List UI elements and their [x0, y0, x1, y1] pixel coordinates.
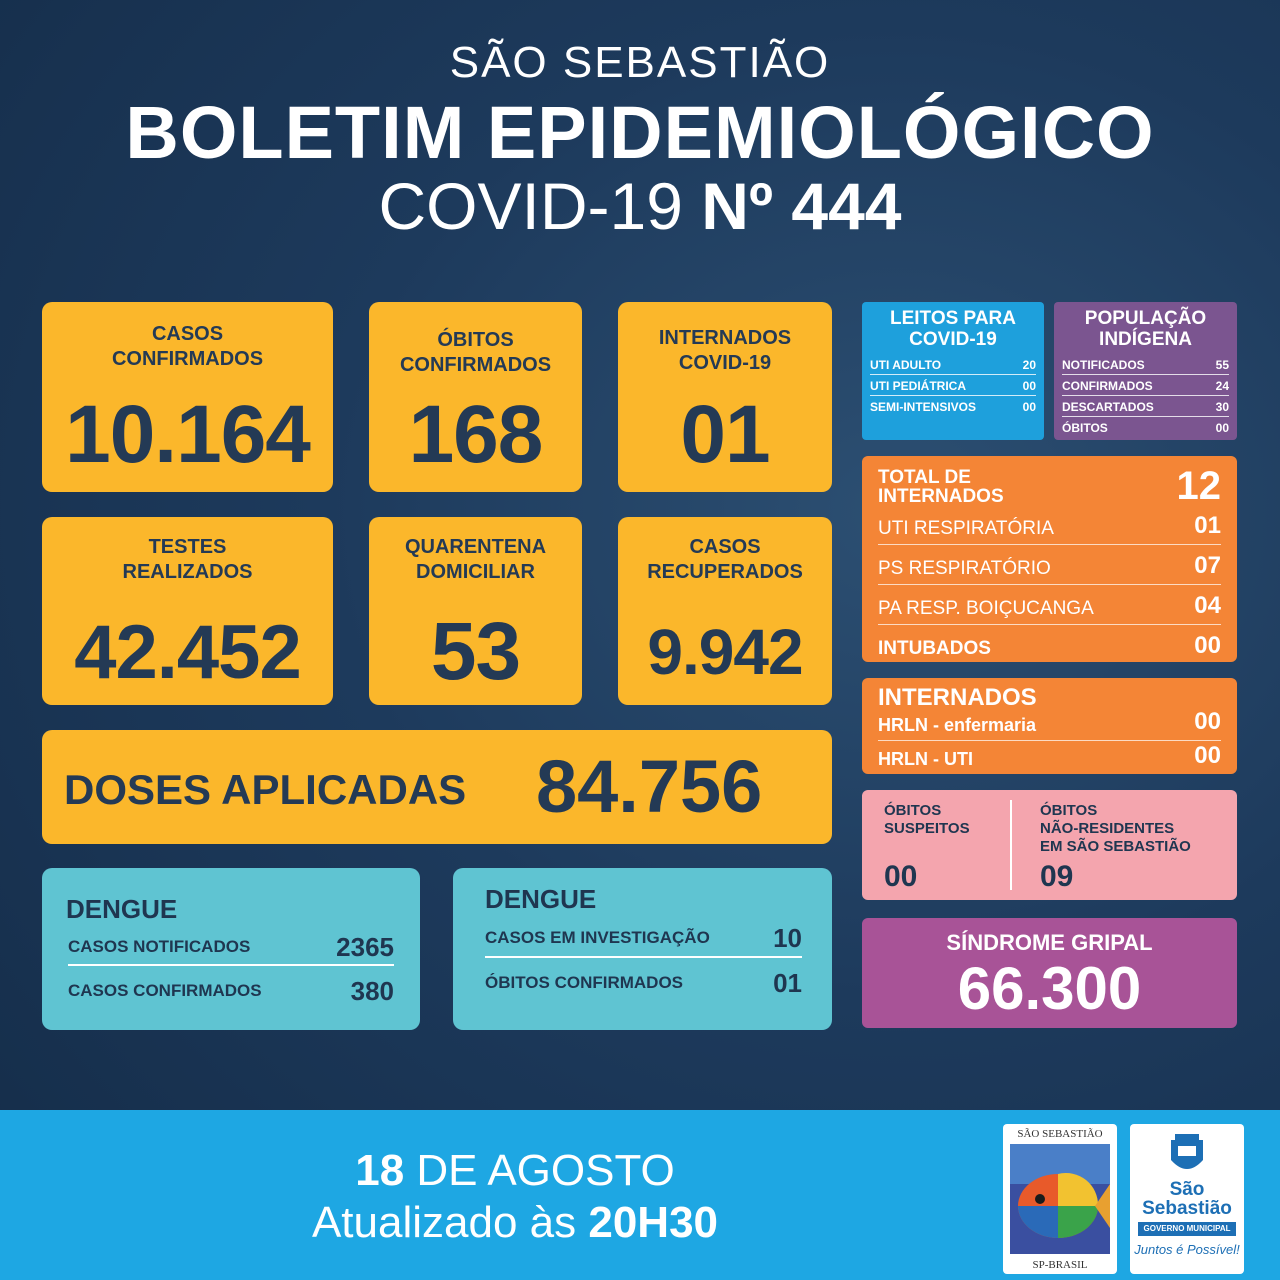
sindrome-label: SÍNDROME GRIPAL	[946, 930, 1153, 955]
seal-fish-icon	[1010, 1144, 1110, 1254]
quarentena-label1: QUARENTENA	[404, 536, 547, 558]
hrln-row-value: 00	[1194, 742, 1221, 769]
testes-value: 42.452	[74, 610, 301, 695]
leitos-row	[870, 358, 1036, 375]
doses-card	[42, 730, 832, 844]
internados-value: 01	[680, 389, 770, 480]
indigena-card	[1054, 302, 1237, 440]
leitos-title2: COVID-19	[909, 329, 997, 350]
indigena-row	[1062, 358, 1229, 375]
dengue2-row-value: 10	[773, 922, 802, 953]
obitos-suspeitos-value: 00	[884, 860, 918, 893]
gov-name2: Sebastião	[1142, 1198, 1232, 1219]
indigena-row-value: 30	[1215, 400, 1229, 414]
obitos-divider	[1010, 800, 1012, 890]
dengue1-title: DENGUE	[66, 894, 178, 924]
dengue1-row	[68, 974, 394, 1008]
obitos-nr-value: 09	[1040, 860, 1074, 893]
obitos-suspeitos-label1: ÓBITOS	[884, 802, 942, 819]
obitos-suspeitos-label	[884, 802, 970, 838]
casos-value: 10.164	[65, 389, 310, 480]
indigena-row	[1062, 400, 1229, 417]
internados-row-value: 04	[1194, 592, 1221, 619]
crest-icon	[1167, 1132, 1207, 1178]
bulletin-number: Nº 444	[701, 169, 902, 243]
bulletin-subtitle	[0, 168, 1280, 244]
footer-updated	[0, 1198, 1030, 1248]
recuperados-label1: CASOS	[689, 536, 761, 558]
footer-day: 18	[355, 1146, 405, 1195]
dengue-notificados-card	[42, 868, 420, 1030]
total-internados-value: 12	[1176, 464, 1221, 508]
testes-label1: TESTES	[148, 536, 227, 558]
dengue1-row-label: CASOS NOTIFICADOS	[68, 937, 251, 956]
recuperados-label2: RECUPERADOS	[647, 561, 803, 583]
footer-time: 20H30	[588, 1198, 719, 1247]
city-name: SÃO SEBASTIÃO	[449, 38, 831, 87]
leitos-row	[870, 400, 1036, 416]
obitos-nr-label	[1040, 802, 1191, 856]
hrln-row	[878, 708, 1221, 741]
hrln-card	[862, 678, 1237, 774]
obitos-value: 168	[408, 389, 543, 480]
internados-row-label: UTI RESPIRATÓRIA	[878, 518, 1054, 539]
footer-month: DE AGOSTO	[416, 1146, 675, 1195]
internados-row	[878, 592, 1221, 625]
casos-label1: CASOS	[151, 323, 224, 345]
leitos-row-label: SEMI-INTENSIVOS	[870, 400, 977, 414]
internados-row-value: 01	[1194, 512, 1221, 539]
footer-updated-prefix: Atualizado às	[311, 1198, 577, 1247]
gov-slogan: Juntos é Possível!	[1134, 1242, 1240, 1257]
indigena-row-label: DESCARTADOS	[1062, 400, 1154, 414]
quarentena-value: 53	[430, 606, 521, 697]
obitos-card	[369, 302, 582, 492]
dengue2-row-value: 01	[773, 967, 802, 998]
gov-band: GOVERNO MUNICIPAL	[1138, 1222, 1236, 1236]
leitos-row-label: UTI ADULTO	[870, 358, 942, 372]
obitos-suspeitos-label2: SUSPEITOS	[884, 820, 970, 837]
intubados-value: 00	[1194, 632, 1221, 659]
indigena-title2: INDÍGENA	[1099, 329, 1192, 350]
seal-top-text: SÃO SEBASTIÃO	[1017, 1128, 1103, 1140]
obitos-nr-label1: ÓBITOS	[1040, 802, 1098, 819]
sindrome-value: 66.300	[957, 955, 1142, 1022]
obitos-extra-card	[862, 790, 1237, 900]
doses-label: DOSES APLICADAS	[64, 766, 467, 813]
casos-card	[42, 302, 333, 492]
bulletin-title: BOLETIM EPIDEMIOLÓGICO	[125, 91, 1155, 174]
testes-card	[42, 517, 333, 705]
quarentena-card	[369, 517, 582, 705]
dengue1-row-label: CASOS CONFIRMADOS	[68, 981, 262, 1000]
leitos-row-value: 20	[1022, 358, 1036, 372]
leitos-row-label: UTI PEDIÁTRICA	[870, 379, 966, 393]
city-seal-logo	[1003, 1124, 1117, 1274]
leitos-row-value: 00	[1022, 400, 1036, 414]
government-logo	[1130, 1124, 1244, 1274]
covid-label: COVID-19	[378, 169, 683, 243]
obitos-label1: ÓBITOS	[437, 329, 514, 351]
total-internados-title2: INTERNADOS	[878, 486, 1004, 507]
dengue2-row	[485, 966, 802, 1000]
recuperados-card	[618, 517, 832, 705]
internados-label1: INTERNADOS	[658, 327, 792, 349]
intubados-row	[878, 632, 1221, 664]
indigena-row	[1062, 379, 1229, 396]
leitos-row	[870, 379, 1036, 396]
obitos-label2: CONFIRMADOS	[399, 354, 552, 376]
internados-row	[878, 552, 1221, 585]
indigena-title1: POPULAÇÃO	[1084, 308, 1207, 329]
internados-row-value: 07	[1194, 552, 1221, 579]
indigena-row-label: CONFIRMADOS	[1062, 379, 1153, 393]
internados-card	[618, 302, 832, 492]
obitos-nr-label2: NÃO-RESIDENTES	[1040, 820, 1175, 837]
indigena-row	[1062, 421, 1229, 437]
internados-row	[878, 512, 1221, 545]
dengue2-row-label: CASOS EM INVESTIGAÇÃO	[485, 928, 710, 947]
hrln-row-label: HRLN - UTI	[878, 749, 973, 769]
internados-row-label: PA RESP. BOIÇUCANGA	[878, 598, 1094, 619]
intubados-label: INTUBADOS	[878, 638, 991, 659]
recuperados-value: 9.942	[647, 616, 803, 688]
total-internados-card	[862, 456, 1237, 662]
dengue2-title: DENGUE	[485, 884, 597, 914]
footer-date	[0, 1146, 1030, 1196]
internados-label2: COVID-19	[678, 352, 772, 374]
obitos-nr-label3: EM SÃO SEBASTIÃO	[1040, 838, 1191, 855]
hrln-title: INTERNADOS	[878, 684, 1037, 711]
casos-label2: CONFIRMADOS	[111, 348, 264, 370]
hrln-row-value: 00	[1194, 708, 1221, 735]
footer-band	[0, 1110, 1280, 1280]
testes-label2: REALIZADOS	[122, 561, 253, 583]
leitos-title1: LEITOS PARA	[890, 308, 1016, 329]
total-internados-title1: TOTAL DE	[878, 467, 971, 488]
dengue1-row-value: 2365	[336, 931, 394, 962]
dengue2-row-label: ÓBITOS CONFIRMADOS	[485, 973, 684, 992]
sindrome-card	[862, 918, 1237, 1028]
dengue-investigacao-card	[453, 868, 832, 1030]
hrln-row	[878, 742, 1221, 774]
leitos-card	[862, 302, 1044, 440]
seal-bottom-text: SP-BRASIL	[1032, 1259, 1088, 1271]
indigena-row-value: 00	[1215, 421, 1229, 435]
indigena-row-value: 24	[1215, 379, 1229, 393]
dengue2-row	[485, 920, 802, 958]
dengue1-row	[68, 930, 394, 966]
indigena-row-value: 55	[1215, 358, 1229, 372]
leitos-row-value: 00	[1022, 379, 1036, 393]
doses-value: 84.756	[536, 745, 763, 828]
internados-row-label: PS RESPIRATÓRIO	[878, 558, 1051, 579]
gov-name1: São	[1169, 1179, 1205, 1200]
quarentena-label2: DOMICILIAR	[416, 561, 535, 583]
dengue1-row-value: 380	[350, 975, 394, 1006]
indigena-row-label: NOTIFICADOS	[1062, 358, 1145, 372]
indigena-row-label: ÓBITOS	[1062, 421, 1108, 435]
hrln-row-label: HRLN - enfermaria	[878, 715, 1037, 735]
